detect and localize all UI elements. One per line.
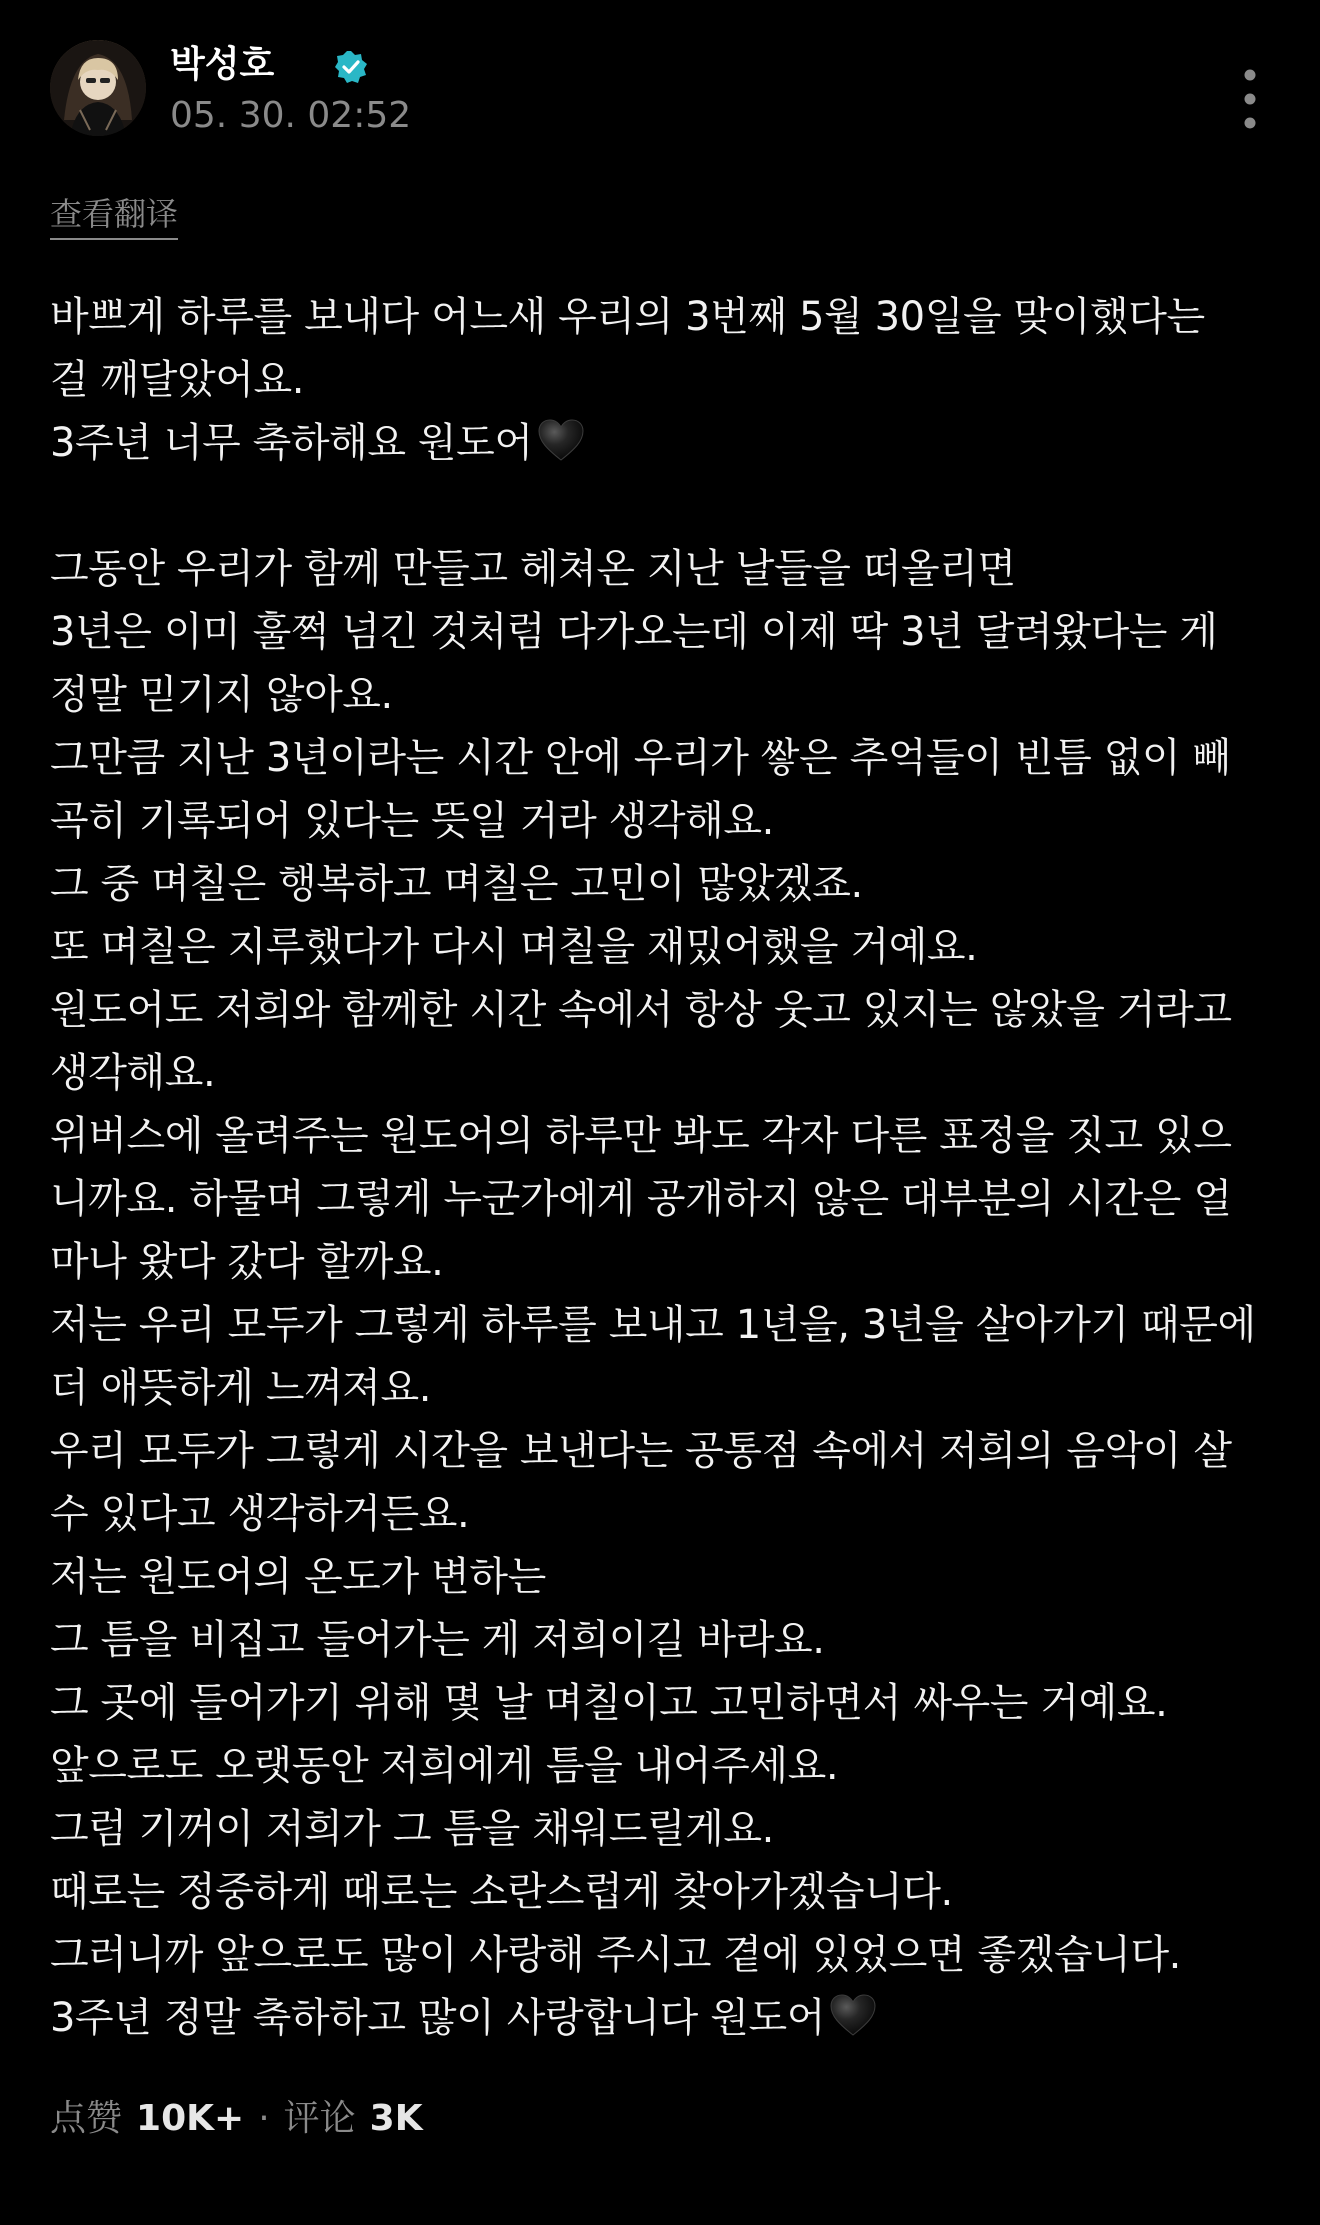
post-text-line	[50, 1924, 1290, 1987]
post-footer	[50, 2094, 423, 2144]
post-line-text: 그럼 기꺼이 저희가 그 틈을 채워드릴게요.	[50, 1806, 774, 1852]
more-options-button[interactable]	[1230, 64, 1270, 134]
post-line-text: 바쁘게 하루를 보내다 어느새 우리의 3번째 5월 30일을 맞이했다는	[50, 294, 1205, 340]
post-line-text: 때로는 정중하게 때로는 소란스럽게 찾아가겠습니다.	[50, 1869, 953, 1915]
post-line-text: 또 며칠은 지루했다가 다시 며칠을 재밌어했을 거예요.	[50, 924, 978, 970]
post-text-line	[50, 1105, 1290, 1168]
post-line-text: 위버스에 올려주는 원도어의 하루만 봐도 각자 다른 표정을 짓고 있으	[50, 1113, 1232, 1159]
post-text-line	[50, 1483, 1290, 1546]
post-line-text: 생각해요.	[50, 1050, 216, 1096]
post-line-text: 원도어도 저희와 함께한 시간 속에서 항상 웃고 있지는 않았을 거라고	[50, 987, 1232, 1033]
post-text-line	[50, 1861, 1290, 1924]
post-line-text: 그 틈을 비집고 들어가는 게 저희이길 바라요.	[50, 1617, 825, 1663]
post-line-text: 곡히 기록되어 있다는 뜻일 거라 생각해요.	[50, 798, 774, 844]
post-header	[50, 40, 1280, 140]
post-line-text: 저는 우리 모두가 그렇게 하루를 보내고 1년을, 3년을 살아가기 때문에	[50, 1302, 1256, 1348]
verified-badge-icon	[334, 50, 368, 84]
likes-count[interactable]: 10K+	[136, 2098, 245, 2139]
post-text-line	[50, 1357, 1290, 1420]
comments-label[interactable]: 评论	[283, 2098, 356, 2139]
post-line-text: 그 곳에 들어가기 위해 몇 날 며칠이고 고민하면서 싸우는 거예요.	[50, 1680, 1168, 1726]
post-text-line	[50, 601, 1290, 664]
post-text-line	[50, 475, 1290, 538]
post-line-text: 그러니까 앞으로도 많이 사랑해 주시고 곁에 있었으면 좋겠습니다.	[50, 1932, 1181, 1978]
post-body	[50, 286, 1290, 2050]
post-line-text: 그동안 우리가 함께 만들고 헤쳐온 지난 날들을 떠올리면	[50, 546, 1016, 592]
post-text-line	[50, 1609, 1290, 1672]
author-name[interactable]: 박성호	[170, 44, 275, 85]
post-line-text: 저는 원도어의 온도가 변하는	[50, 1554, 546, 1600]
post-text-line	[50, 790, 1290, 853]
post-line-text: 앞으로도 오랫동안 저희에게 틈을 내어주세요.	[50, 1743, 839, 1789]
post-text-line	[50, 1987, 1290, 2050]
post-text-line	[50, 1735, 1290, 1798]
post-line-text: 3주년 정말 축하하고 많이 사랑합니다 원도어	[50, 1995, 825, 2041]
post-text-line	[50, 349, 1290, 412]
post-text-line	[50, 538, 1290, 601]
post-line-text: 더 애뜻하게 느껴져요.	[50, 1365, 432, 1411]
post-text-line	[50, 1231, 1290, 1294]
post-line-text: 그 중 며칠은 행복하고 며칠은 고민이 많았겠죠.	[50, 861, 863, 907]
post-line-text: 니까요. 하물며 그렇게 누군가에게 공개하지 않은 대부분의 시간은 얼	[50, 1176, 1232, 1222]
post-text-line	[50, 1294, 1290, 1357]
post-line-text: 3년은 이미 훌쩍 넘긴 것처럼 다가오는데 이제 딱 3년 달려왔다는 게	[50, 609, 1218, 655]
black-heart-icon	[537, 418, 585, 462]
comments-count[interactable]: 3K	[369, 2098, 423, 2139]
post-line-text: 걸 깨달았어요.	[50, 357, 305, 403]
post-text-line	[50, 286, 1290, 349]
post-line-text: 3주년 너무 축하해요 원도어	[50, 420, 533, 466]
post-text-line	[50, 664, 1290, 727]
post-line-text: 수 있다고 생각하거든요.	[50, 1491, 470, 1537]
post-line-text: 정말 믿기지 않아요.	[50, 672, 393, 718]
post-text-line	[50, 1042, 1290, 1105]
post-line-text: 마나 왔다 갔다 할까요.	[50, 1239, 444, 1285]
post-line-text: 그만큼 지난 3년이라는 시간 안에 우리가 쌓은 추억들이 빈틈 없이 빼	[50, 735, 1231, 781]
footer-separator: ·	[258, 2098, 270, 2139]
post-line-text: 우리 모두가 그렇게 시간을 보낸다는 공통점 속에서 저희의 음악이 살	[50, 1428, 1232, 1474]
post-text-line	[50, 1798, 1290, 1861]
post-text-line	[50, 727, 1290, 790]
post-text-line	[50, 1420, 1290, 1483]
post-text-line	[50, 916, 1290, 979]
post-text-line	[50, 412, 1290, 475]
post-text-line	[50, 979, 1290, 1042]
post-text-line	[50, 1672, 1290, 1735]
black-heart-icon	[829, 1993, 877, 2037]
post-timestamp: 05. 30. 02:52	[170, 95, 412, 136]
post-text-line	[50, 1168, 1290, 1231]
post-text-line	[50, 1546, 1290, 1609]
likes-label[interactable]: 点赞	[50, 2098, 123, 2139]
post-text-line	[50, 853, 1290, 916]
more-vertical-icon	[1230, 64, 1270, 134]
see-translation-link[interactable]: 查看翻译	[50, 192, 178, 240]
avatar[interactable]	[50, 40, 146, 136]
